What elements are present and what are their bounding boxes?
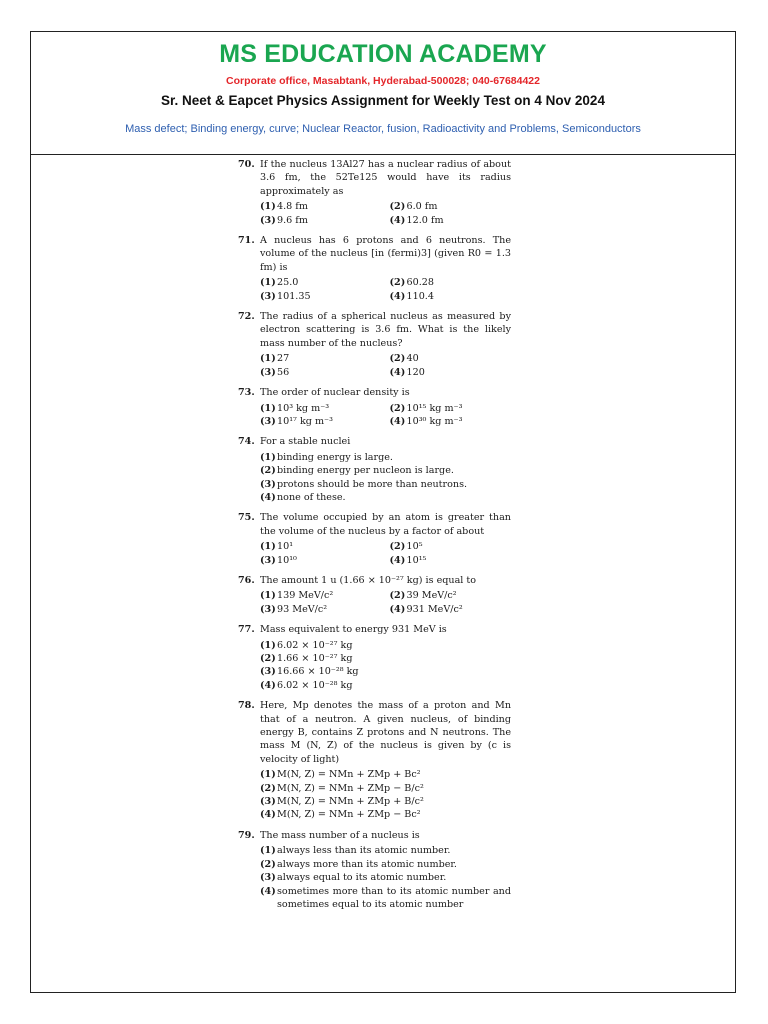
answer-option	[260, 665, 511, 678]
question-text: The volume occupied by an atom is greater than the volume of the nucleus by a factor of about	[260, 512, 511, 537]
option-text: 10¹⁰	[277, 554, 297, 566]
option-number: (2)	[389, 353, 406, 365]
answer-option	[260, 366, 382, 379]
question-number: 79.	[238, 829, 255, 841]
option-list	[260, 639, 511, 693]
answer-option	[260, 844, 511, 857]
option-text: 931 MeV/c²	[406, 603, 463, 615]
option-text: 6.02 × 10⁻²⁸ kg	[277, 679, 353, 691]
option-text: 10³ kg m⁻³	[277, 402, 330, 414]
answer-option	[390, 276, 512, 289]
option-number: (1)	[260, 769, 276, 781]
option-text: binding energy per nucleon is large.	[277, 465, 454, 477]
question-item	[238, 234, 511, 303]
answer-option	[260, 652, 511, 665]
option-number: (3)	[260, 366, 276, 378]
question-text: The radius of a spherical nucleus as measured by electron scattering is 3.6 fm. What is the likely mass number of the nucleus?	[260, 311, 511, 349]
question-stem	[238, 386, 511, 399]
answer-option	[260, 451, 511, 464]
question-number: 72.	[238, 311, 255, 323]
option-list	[260, 352, 511, 379]
option-text: 10¹⁵	[406, 554, 427, 566]
option-number: (4)	[389, 214, 406, 226]
option-number: (2)	[260, 653, 276, 664]
option-text: M(N, Z) = NMn + ZMp − B/c²	[277, 782, 424, 794]
option-text: 4.8 fm	[277, 201, 308, 213]
answer-option	[260, 478, 511, 491]
answer-option	[260, 795, 511, 808]
question-item	[238, 829, 511, 911]
question-text: For a stable nuclei	[260, 436, 351, 448]
option-list	[260, 540, 511, 567]
option-text: protons should be more than neutrons.	[277, 478, 468, 490]
option-text: none of these.	[277, 491, 346, 503]
question-number: 77.	[238, 624, 255, 636]
option-number: (1)	[260, 541, 276, 553]
question-list	[238, 158, 511, 918]
answer-option	[390, 290, 512, 303]
option-number: (3)	[260, 666, 276, 678]
office-address: Corporate office, Masabtank, Hyderabad-500028; 040-67684422	[226, 75, 540, 87]
answer-option	[260, 768, 511, 781]
option-text: 10¹	[277, 541, 294, 553]
question-stem	[238, 623, 511, 636]
answer-option	[390, 540, 512, 553]
answer-option	[260, 491, 511, 504]
option-list	[260, 276, 511, 303]
option-number: (1)	[260, 845, 276, 857]
option-number: (4)	[389, 366, 406, 378]
option-list	[260, 844, 511, 911]
question-item	[238, 574, 511, 616]
question-text: If the nucleus 13Al27 has a nuclear radius of about 3.6 fm, the 52Te125 would have its radius approximately as	[260, 159, 511, 197]
option-text: 1.66 × 10⁻²⁷ kg	[277, 653, 353, 664]
answer-option	[390, 200, 512, 213]
option-number: (4)	[260, 809, 276, 821]
question-stem	[238, 574, 511, 587]
question-item	[238, 310, 511, 379]
option-text: 120	[406, 366, 425, 378]
option-list	[260, 451, 511, 505]
answer-option	[260, 214, 382, 227]
option-number: (2)	[389, 590, 406, 602]
option-text: 10¹⁷ kg m⁻³	[277, 415, 333, 427]
option-text: 40	[406, 353, 419, 365]
answer-option	[260, 885, 511, 912]
answer-option	[260, 858, 511, 871]
answer-option	[260, 603, 382, 616]
answer-option	[260, 639, 511, 652]
option-number: (2)	[389, 402, 406, 414]
option-text: always less than its atomic number.	[277, 845, 451, 857]
option-number: (1)	[260, 402, 276, 414]
option-number: (2)	[260, 465, 276, 477]
option-text: 27	[277, 353, 290, 365]
option-number: (3)	[260, 872, 276, 884]
answer-option	[260, 589, 382, 602]
question-number: 74.	[238, 436, 255, 448]
option-text: M(N, Z) = NMn + ZMp + Bc²	[277, 769, 421, 781]
question-number: 73.	[238, 387, 255, 399]
answer-option	[260, 415, 382, 428]
option-text: 93 MeV/c²	[277, 603, 328, 615]
option-text: sometimes more than to its atomic number and sometimes equal to its atomic number	[277, 885, 511, 910]
option-text: 10¹⁵ kg m⁻³	[406, 402, 463, 414]
question-number: 70.	[238, 159, 255, 170]
question-number: 71.	[238, 235, 255, 247]
option-list	[260, 200, 511, 227]
answer-option	[390, 366, 512, 379]
answer-option	[260, 679, 511, 692]
answer-option	[260, 200, 382, 213]
option-text: 139 MeV/c²	[277, 590, 334, 602]
question-text: The mass number of a nucleus is	[260, 829, 420, 841]
question-text: The order of nuclear density is	[260, 387, 410, 399]
option-number: (1)	[260, 277, 276, 289]
assignment-subtitle: Sr. Neet & Eapcet Physics Assignment for Weekly Test on 4 Nov 2024	[161, 93, 605, 108]
option-number: (4)	[260, 885, 276, 897]
question-item	[238, 699, 511, 822]
option-text: 101.35	[277, 290, 311, 302]
question-stem	[238, 511, 511, 538]
question-number: 76.	[238, 574, 255, 586]
option-text: 56	[277, 366, 290, 378]
question-stem	[238, 699, 511, 766]
answer-option	[390, 402, 512, 415]
option-text: 6.0 fm	[406, 201, 438, 213]
option-number: (3)	[260, 415, 276, 427]
option-number: (3)	[260, 796, 276, 808]
option-text: 110.4	[406, 290, 434, 302]
option-text: 39 MeV/c²	[406, 590, 457, 602]
option-number: (2)	[389, 201, 406, 213]
question-text: A nucleus has 6 protons and 6 neutrons. The volume of the nucleus [in (fermi)3] (given R0 = 1.3 fm) is	[260, 235, 511, 273]
option-text: 6.02 × 10⁻²⁷ kg	[277, 639, 353, 651]
option-list	[260, 402, 511, 429]
answer-option	[260, 464, 511, 477]
option-text: M(N, Z) = NMn + ZMp + B/c²	[277, 796, 424, 808]
answer-option	[390, 603, 512, 616]
option-number: (3)	[260, 554, 276, 566]
question-stem	[238, 234, 511, 274]
answer-option	[390, 214, 512, 227]
question-number: 75.	[238, 512, 255, 524]
option-number: (1)	[260, 201, 276, 213]
option-text: M(N, Z) = NMn + ZMp − Bc²	[277, 809, 421, 821]
option-number: (4)	[389, 554, 406, 566]
question-stem	[238, 310, 511, 350]
answer-option	[390, 554, 512, 567]
question-text: Here, Mp denotes the mass of a proton and Mn that of a neutron. A given nucleus, of binding energy B, contains Z protons and N neutrons. The mass M (N, Z) of the nucleus is given by (c is velocity of light)	[260, 700, 511, 765]
question-text: Mass equivalent to energy 931 MeV is	[260, 624, 447, 636]
answer-option	[260, 554, 382, 567]
header-divider	[30, 154, 736, 155]
option-text: 16.66 × 10⁻²⁸ kg	[277, 666, 359, 678]
option-text: always equal to its atomic number.	[277, 872, 447, 884]
academy-title: MS EDUCATION ACADEMY	[219, 40, 547, 68]
option-number: (2)	[389, 277, 406, 289]
question-item	[238, 511, 511, 567]
answer-option	[390, 415, 512, 428]
option-number: (4)	[389, 290, 406, 302]
question-item	[238, 386, 511, 428]
option-number: (3)	[260, 478, 276, 490]
option-text: 12.0 fm	[406, 214, 444, 226]
option-number: (4)	[260, 679, 276, 691]
question-text: The amount 1 u (1.66 × 10⁻²⁷ kg) is equal to	[260, 574, 477, 586]
option-number: (2)	[260, 782, 276, 794]
question-stem	[238, 829, 511, 842]
option-text: 10⁵	[406, 541, 423, 553]
option-text: 25.0	[277, 277, 299, 289]
option-list	[260, 589, 511, 616]
option-number: (1)	[260, 590, 276, 602]
option-number: (1)	[260, 451, 276, 463]
option-number: (4)	[260, 491, 276, 503]
answer-option	[390, 352, 512, 365]
question-stem	[238, 435, 511, 448]
option-number: (4)	[389, 603, 406, 615]
option-number: (2)	[260, 858, 276, 870]
answer-option	[260, 782, 511, 795]
option-number: (1)	[260, 639, 276, 651]
answer-option	[260, 290, 382, 303]
topics-line: Mass defect; Binding energy, curve; Nuclear Reactor, fusion, Radioactivity and Problems, Semiconductors	[125, 123, 641, 135]
question-item	[238, 623, 511, 692]
question-stem	[238, 158, 511, 198]
option-number: (3)	[260, 603, 276, 615]
option-text: 9.6 fm	[277, 214, 308, 226]
answer-option	[260, 352, 382, 365]
answer-option	[260, 276, 382, 289]
answer-option	[260, 402, 382, 415]
option-number: (1)	[260, 353, 276, 365]
option-number: (4)	[389, 415, 406, 427]
option-list	[260, 768, 511, 822]
answer-option	[260, 871, 511, 884]
header	[30, 38, 736, 136]
option-text: binding energy is large.	[277, 451, 393, 463]
question-item	[238, 435, 511, 504]
question-number: 78.	[238, 700, 255, 712]
option-text: 10³⁰ kg m⁻³	[406, 415, 463, 427]
answer-option	[390, 589, 512, 602]
answer-option	[260, 808, 511, 821]
option-number: (2)	[389, 541, 406, 553]
answer-option	[260, 540, 382, 553]
option-text: always more than its atomic number.	[277, 858, 457, 870]
option-text: 60.28	[406, 277, 434, 289]
option-number: (3)	[260, 290, 276, 302]
question-item	[238, 158, 511, 227]
option-number: (3)	[260, 214, 276, 226]
